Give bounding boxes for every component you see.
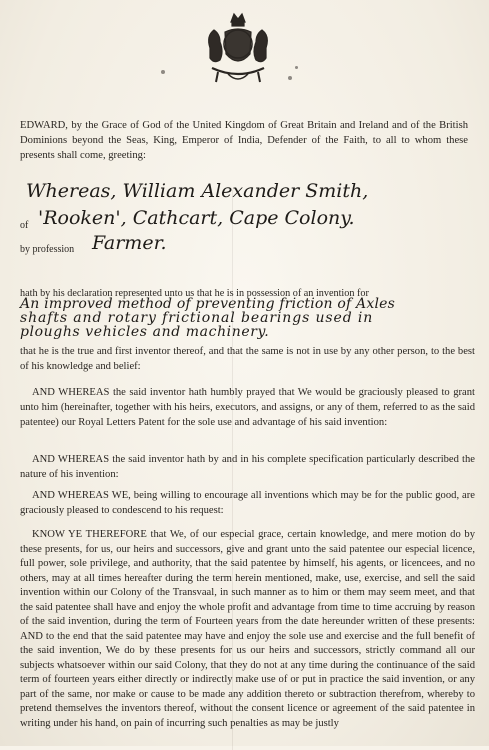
- handwritten-invention-line-3: ploughs vehicles and machinery.: [20, 324, 270, 340]
- by-profession-label: by profession: [20, 244, 75, 255]
- whereas-prayer-paragraph: AND WHEREAS the said inventor hath humbly prayed that We would be graciously pleased to grant unto him (hereinafter, together with his heirs, executors, and assigns, or any of them, referred to as the said patentee) our Royal Letters Patent for the sole use and advantage of his said invention:: [20, 387, 475, 428]
- handwritten-whereas-name: Whereas, William Alexander Smith,: [26, 180, 369, 202]
- preamble-paragraph: EDWARD, by the Grace of God of the United Kingdom of Great Britain and Ireland and of the British Dominions beyond the Seas, King, Emperor of India, Defender of the Faith, to all to whom these presents shall come, greeting:: [20, 120, 468, 161]
- ink-smudge: [295, 66, 298, 69]
- handwritten-invention-line-2: shafts and rotary frictional bearings used in: [20, 310, 374, 326]
- whereas-specification-paragraph: AND WHEREAS the said inventor hath by and in his complete specification particularly described the nature of his invention:: [20, 454, 475, 480]
- know-ye-paragraph: KNOW YE THEREFORE that We, of our especial grace, certain knowledge, and mere motion do by these presents, for us, our heirs and successors, give and grant unto the said patentee our especial licence, full power, sole privilege, and authority, that the said patentee by himself, his agents, or licencees, and no others, may at all times hereafter during the term herein mentioned, make, use, exercise, and sell the said invention within our Colony of the Transvaal, in such manner as to him or them may seem meet, and that the said patentee shall have and enjoy the whole profit and advantage from time to time accruing by reason of the said invention, during the term of Fourteen years from the date hereunder written of these presents: AND to the end that the said patentee may have and enjoy the sole use and exercise and the full benefit of the said invention, We do by these presents for us our heirs and successors, strictly command all our subjects whatsoever within our said Colony, that they do not at any time during the continuance of the said term of fourteen years either directly or indirectly make use of or put in practice the said invention, or any part of the same, nor make or cause to be made any addition thereto or subtraction therefrom, whereby to pretend themselves the inventors thereof, without the consent licence or agreement of the said patentee in writing under his hand, on pain of incurring such penalties as may be justly: [20, 529, 475, 729]
- declaration-continued: that he is the true and first inventor thereof, and that the same is not in use by any other person, to the best of his knowledge and belief:: [20, 346, 475, 372]
- handwritten-address: 'Rooken', Cathcart, Cape Colony.: [38, 207, 355, 229]
- handwritten-invention-line-1: An improved method of preventing friction of Axles: [20, 296, 396, 312]
- ink-smudge: [288, 76, 292, 80]
- handwritten-profession: Farmer.: [92, 232, 167, 254]
- of-label: of: [20, 220, 29, 231]
- whereas-encourage-paragraph: AND WHEREAS WE, being willing to encourage all inventions which may be for the public good, are graciously pleased to condescend to his request:: [20, 490, 475, 516]
- royal-coat-of-arms-icon: [198, 8, 278, 90]
- declaration-line: hath by his declaration represented unto us that he is in possession of an invention for: [20, 288, 369, 299]
- ink-smudge: [161, 70, 165, 74]
